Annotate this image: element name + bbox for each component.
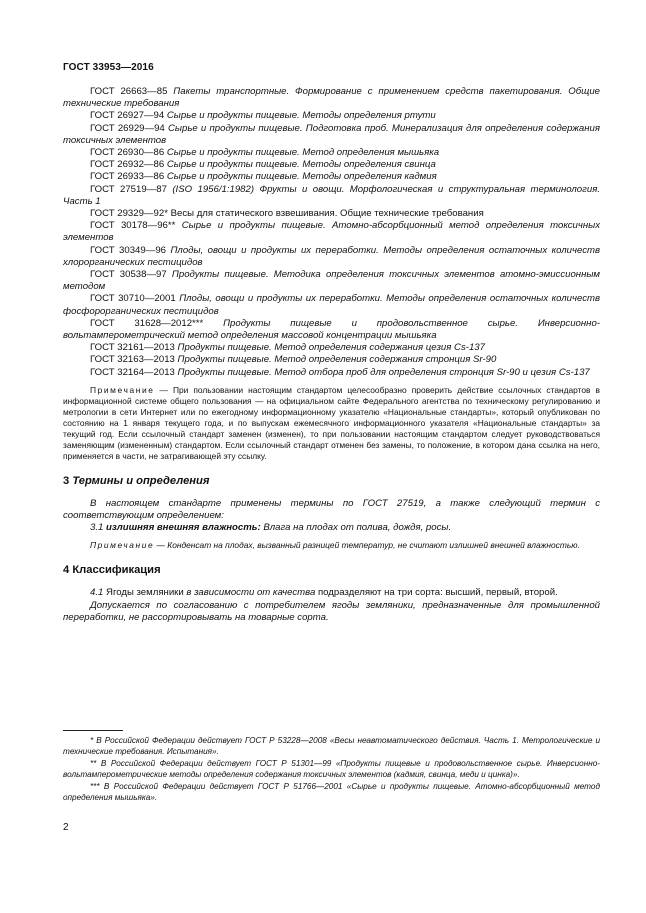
- reference-item: [63, 269, 600, 293]
- note-text: — Конденсат на плодах, вызванный разницей температур, не считают излишней внешней влажностью.: [154, 540, 580, 551]
- reference-title: Сырье и продукты пищевые. Методы определения ртути: [164, 110, 436, 122]
- reference-item: [63, 367, 600, 379]
- reference-item: [63, 86, 600, 110]
- reference-title: Сырье и продукты пищевые. Методы определения свинца: [164, 159, 436, 171]
- reference-item: [63, 293, 600, 317]
- term-number: 3.1: [90, 522, 104, 534]
- reference-number: ГОСТ 30349—96: [90, 244, 166, 256]
- reference-title: Сырье и продукты пищевые. Методы определения кадмия: [164, 171, 437, 183]
- note-label: Примечание: [90, 384, 155, 395]
- section-title: Термины и определения: [72, 474, 210, 487]
- reference-title: Продукты пищевые. Метод отбора проб для определения стронция Sr-90 и цезия Cs-137: [174, 366, 590, 378]
- reference-number: ГОСТ 26663—85: [90, 86, 168, 97]
- reference-number: ГОСТ 30710—2001: [90, 293, 176, 305]
- clause-text-c: подразделяют на три сорта: высший, первый, второй.: [315, 587, 558, 599]
- reference-item: [63, 159, 600, 171]
- reference-number: ГОСТ 26933—86: [90, 171, 165, 183]
- reference-title: Плоды, овощи и продукты их переработки. Методы определения остаточных количеств фосфорорганических пестицидов: [63, 293, 601, 317]
- reference-number: ГОСТ 27519—87: [90, 183, 167, 195]
- reference-item: [63, 184, 600, 208]
- clause-text-b: в зависимости от качества: [186, 587, 316, 599]
- term-definition-text: Влага на плодах от полива, дождя, росы.: [260, 522, 452, 534]
- section-number: 4: [63, 564, 70, 577]
- reference-item: [63, 208, 600, 220]
- reference-title: Продукты пищевые. Методика определения токсичных элементов атомно-эмиссионным методом: [63, 269, 600, 293]
- reference-number: ГОСТ 26927—94: [90, 110, 165, 122]
- term-note: [63, 540, 600, 551]
- reference-number: ГОСТ 26929—94: [90, 122, 165, 134]
- footnote: * В Российской Федерации действует ГОСТ Р 53228—2008 «Весы неавтоматического действия. Часть 1. Метрологические и технические требования. Испытания».: [63, 736, 600, 756]
- section-4-paragraph-1: [63, 587, 600, 599]
- clause-number: 4.1: [90, 587, 104, 599]
- reference-number: ГОСТ 26932—86: [90, 159, 165, 171]
- reference-item: [63, 318, 600, 342]
- main-content: [63, 86, 600, 624]
- reference-title: Пакеты транспортные. Формирование с применением средств пакетирования. Общие технические требования: [63, 86, 600, 110]
- reference-title: Продукты пищевые. Метод определения содержания стронция Sr-90: [174, 354, 497, 366]
- reference-title: Весы для статического взвешивания. Общие технические требования: [167, 208, 484, 220]
- section-4-paragraph-2: Допускается по согласованию с потребителем ягоды земляники, предназначенные для промышленной переработки, не рассортировывать на товарные сорта.: [63, 599, 600, 623]
- reference-number: ГОСТ 30178—96**: [90, 220, 176, 232]
- term-definition: [63, 522, 600, 534]
- reference-number: ГОСТ 32164—2013: [90, 366, 175, 378]
- section-3-intro: В настоящем стандарте применены термины по ГОСТ 27519, а также следующий термин с соответствующим определением:: [63, 497, 600, 522]
- reference-number: ГОСТ 32163—2013: [90, 354, 175, 366]
- footnotes: [63, 735, 600, 804]
- reference-title: Сырье и продукты пищевые. Метод определения мышьяка: [164, 147, 440, 159]
- footnote: ** В Российской Федерации действует ГОСТ Р 51301—99 «Продукты пищевые и продовольственное сырье. Инверсионно-вольтамперометрические методы определения содержания токсичных элементов (кадмия, свинца, меди и цинка)».: [63, 759, 600, 779]
- term-name: излишняя внешняя влажность:: [106, 522, 261, 534]
- page-number: 2: [63, 822, 69, 833]
- reference-item: [63, 245, 600, 269]
- page-header-code: ГОСТ 33953—2016: [63, 62, 154, 73]
- clause-text-a: Ягоды земляники: [103, 587, 187, 599]
- reference-item: [63, 220, 600, 244]
- footnote-divider: [63, 730, 123, 731]
- reference-number: ГОСТ 31628—2012***: [90, 317, 204, 329]
- reference-title: (ISO 1956/1:1982) Фрукты и овощи. Морфологическая и структуральная терминология. Часть 1: [63, 183, 600, 207]
- normative-references-list: [63, 86, 600, 379]
- reference-item: [63, 123, 600, 147]
- reference-item: [63, 147, 600, 159]
- section-3-heading: [63, 474, 600, 488]
- references-note: [63, 385, 600, 462]
- note-label: Примечание: [90, 540, 155, 551]
- section-title: Классификация: [72, 564, 161, 577]
- reference-title: Продукты пищевые и продовольственное сырье. Инверсионно-вольтамперометрический метод определения массовой концентрации мышьяка: [63, 317, 600, 342]
- note-text: — При пользовании настоящим стандартом целесообразно проверить действие ссылочных стандартов в информационной системе общего пользования — на официальном сайте Федерального агентства по техническому регулированию и метрологии в сети Интернет или по ежегодному информационному указателю «Национальные стандарты», который опубликован по состоянию на 1 января текущего года, и по выпускам ежемесячного информационного указателя «Национальные стандарты» за текущий год. Если ссылочный стандарт заменен (изменен), то при пользовании настоящим стандартом следует руководствоваться заменяющим (измененным) стандартом. Если ссылочный стандарт отменен без замены, то положение, в котором дана ссылка на него, применяется в части, не затрагивающей эту ссылку.: [63, 384, 600, 461]
- reference-title: Сырье и продукты пищевые. Подготовка проб. Минерализация для определения содержания токсичных элементов: [63, 122, 600, 146]
- footnote: *** В Российской Федерации действует ГОСТ Р 51766—2001 «Сырье и продукты пищевые. Атомно-абсорбционный метод определения мышьяка».: [63, 782, 600, 802]
- reference-number: ГОСТ 32161—2013: [90, 342, 175, 354]
- reference-title: Плоды, овощи и продукты их переработки. Методы определения остаточных количеств хлорорганических пестицидов: [63, 244, 601, 268]
- reference-title: Сырье и продукты пищевые. Атомно-абсорбционный метод определения токсичных элементов: [63, 220, 600, 244]
- reference-number: ГОСТ 30538—97: [90, 269, 167, 281]
- reference-number: ГОСТ 26930—86: [90, 147, 165, 159]
- reference-item: [63, 110, 600, 122]
- reference-item: [63, 354, 600, 366]
- section-number: 3: [63, 474, 70, 487]
- reference-number: ГОСТ 29329—92*: [90, 208, 168, 220]
- reference-item: [63, 342, 600, 354]
- reference-item: [63, 171, 600, 183]
- reference-title: Продукты пищевые. Метод определения содержания цезия Cs-137: [174, 342, 485, 354]
- section-4-heading: [63, 563, 600, 577]
